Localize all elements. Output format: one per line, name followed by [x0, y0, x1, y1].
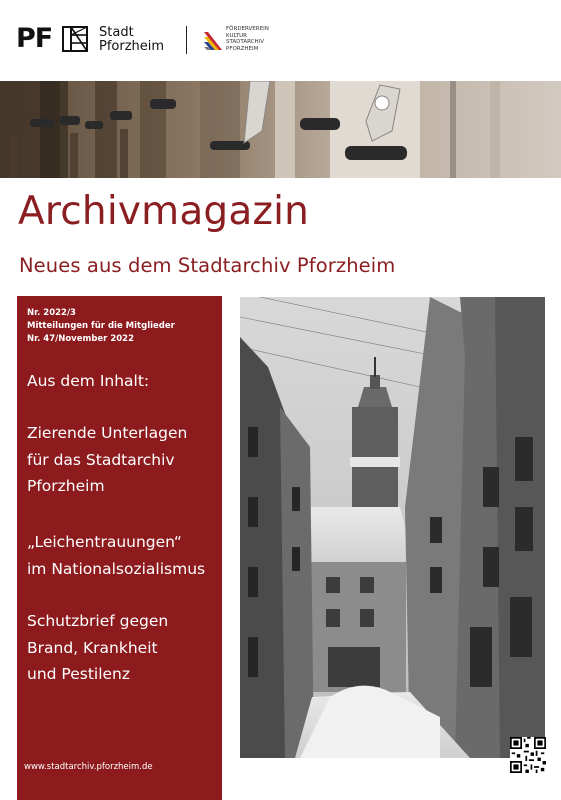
website-link[interactable]: www.stadtarchiv.pforzheim.de: [24, 762, 153, 772]
foerderverein-text: [226, 26, 269, 52]
magazine-title: Archivmagazin: [18, 189, 310, 234]
contents-item-line: im Nationalsozialismus: [27, 559, 206, 578]
issue-info: [27, 307, 175, 346]
pf-logo-letters: PF: [16, 23, 53, 54]
partner-line: STADTARCHIV: [226, 39, 265, 46]
contents-heading: Aus dem Inhalt:: [27, 372, 150, 390]
contents-item-line: Brand, Krankheit: [27, 638, 158, 657]
issue-description: Mitteilungen für die Mitglieder: [27, 321, 175, 331]
city-name: [99, 26, 164, 54]
partner-line: KULTUR: [226, 32, 247, 39]
contents-panel: [17, 296, 222, 800]
magazine-subtitle: Neues aus dem Stadtarchiv Pforzheim: [19, 254, 396, 277]
contents-item: [27, 420, 187, 500]
contents-item: [27, 608, 168, 688]
issue-number: Nr. 2022/3: [27, 308, 76, 318]
contents-item-line: Pforzheim: [27, 477, 105, 495]
city-line-2: Pforzheim: [99, 39, 165, 54]
partner-line: FÖRDERVEREIN: [226, 26, 269, 32]
contents-item-line: und Pestilenz: [27, 665, 131, 683]
issue-date: Nr. 47/November 2022: [27, 334, 134, 344]
qr-code-icon: [510, 737, 546, 773]
foerderverein-logo-icon: [202, 28, 226, 52]
archive-shelves-photo: [0, 81, 561, 178]
pf-logo-grid-icon: [62, 26, 88, 52]
city-line-1: Stadt: [99, 25, 134, 40]
contents-item: [27, 529, 205, 582]
contents-item-line: „Leichentrauungen“: [27, 533, 182, 551]
contents-item-line: für das Stadtarchiv: [27, 450, 175, 469]
historic-street-photo: [240, 297, 545, 758]
partner-line: PFORZHEIM: [226, 45, 259, 52]
contents-item-line: Zierende Unterlagen: [27, 424, 188, 442]
contents-item-line: Schutzbrief gegen: [27, 612, 169, 630]
logo-divider: [186, 26, 187, 54]
